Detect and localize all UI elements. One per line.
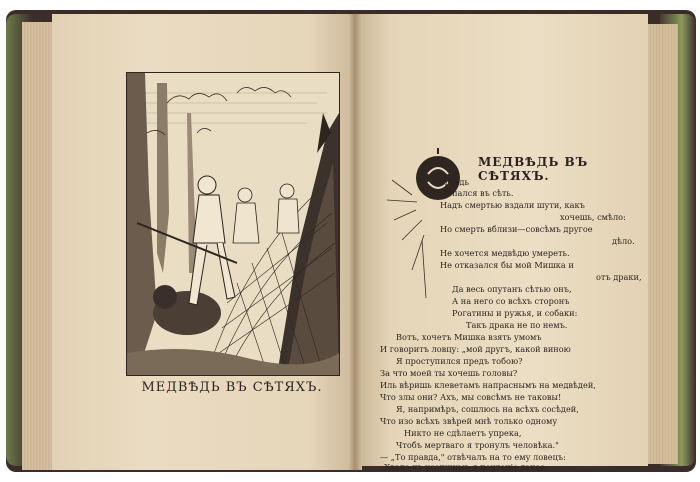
poem-line: Да весь опутанъ сѣтью онъ, xyxy=(452,284,572,294)
poem-line: „Хвало къ усопшимъ я почтеніе такое; xyxy=(380,462,548,472)
poem-line: Чтобъ мертваго я тронулъ человѣка." xyxy=(396,440,559,450)
vignette-drop-cap-m xyxy=(382,140,462,300)
engraving-illustration xyxy=(126,72,340,376)
poem-line: Такъ драка не по немъ. xyxy=(466,320,568,330)
book-gutter xyxy=(348,14,362,470)
poem-line: Не хочется медвѣдю умереть. xyxy=(440,248,570,258)
poem-line: Рогатины и ружья, и собаки: xyxy=(452,308,578,318)
poem-line: дѣло. xyxy=(612,236,635,246)
poem-line: Я, напримѣръ, сошлюсь на всѣхъ сосѣдей, xyxy=(396,404,579,414)
poem-line: Но смерть вблизи—совсѣмъ другое xyxy=(440,224,593,234)
poem-line: едвѣдь xyxy=(440,177,469,187)
poem-line: Что изо всѣхъ звѣрей мнѣ только одному xyxy=(380,416,558,426)
poem-line: — „То правда," отвѣчалъ на то ему ловецъ: xyxy=(380,452,566,462)
poem-heading: МЕДВѢДЬ ВЪ СѢТЯХЪ. xyxy=(478,155,589,183)
poem-line: Надъ смертью вздали шути, какъ xyxy=(440,200,585,210)
poem-line: За что моей ты хочешь головы? xyxy=(380,368,518,378)
poem-line: Что злы они? Ахъ, мы совсѣмъ не таковы! xyxy=(380,392,562,402)
poem-line: Вотъ, хочетъ Мишка взять умомъ xyxy=(396,332,542,342)
poem-line: хочешь, смѣло: xyxy=(560,212,626,222)
poem-line: Попался въ сѣть. xyxy=(440,188,514,198)
poem-line: А на него со всѣхъ сторонъ xyxy=(452,296,570,306)
poem-line: Я проступился предъ тобою? xyxy=(396,356,523,366)
hunters-and-bear-engraving xyxy=(127,73,339,375)
poem-line: И говоритъ ловцу: „мой другъ, какой виною xyxy=(380,344,571,354)
poem-line: Не отказался бы мой Мишка и xyxy=(440,260,574,270)
poem-line: Никто не сдѣлаетъ упрека, xyxy=(404,428,522,438)
illustration-caption: МЕДВѢДЬ ВЪ СѢТЯХЪ. xyxy=(141,380,323,395)
poem-line: отъ драки, xyxy=(596,272,642,282)
poem-line: Иль вѣришь клеветамъ напраснымъ на медвѣдей, xyxy=(380,380,596,390)
